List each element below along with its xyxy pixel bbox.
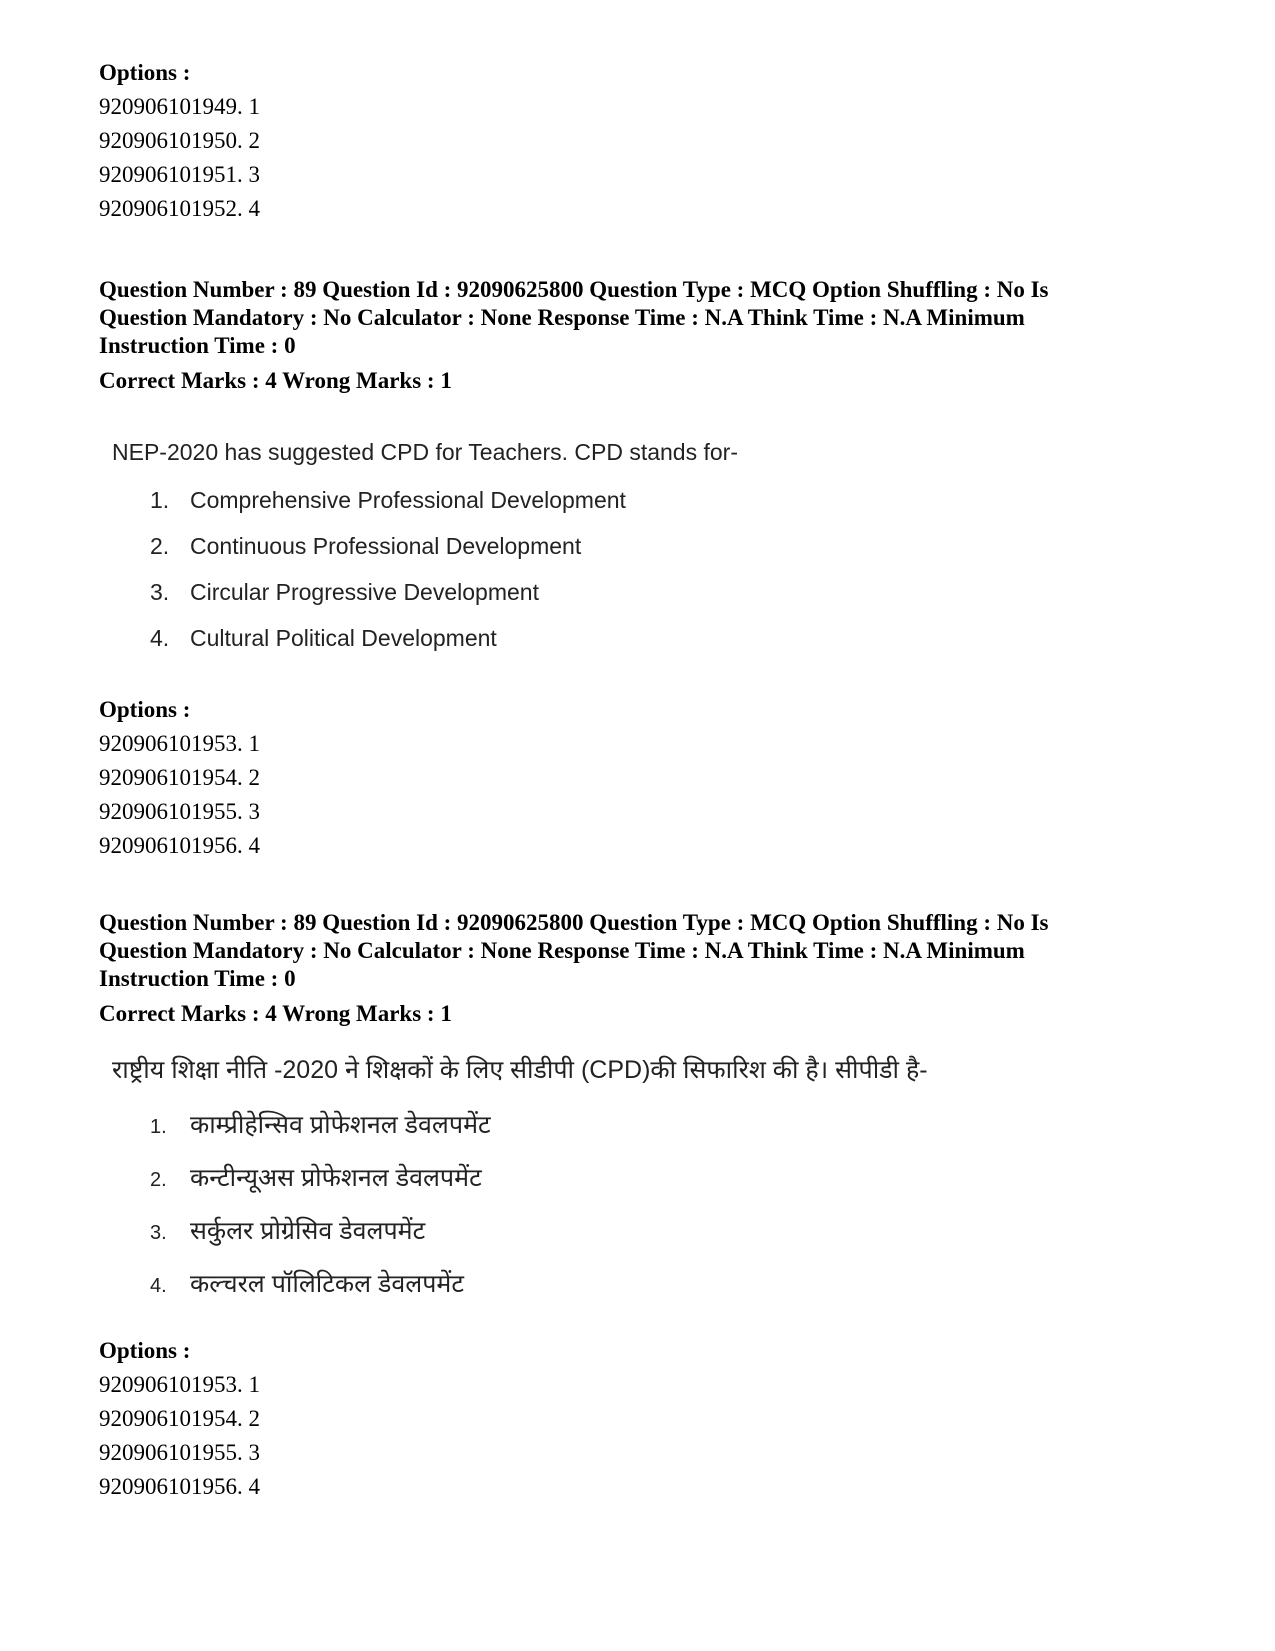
question-header-line: Question Number : 89 Question Id : 92090625800 Question Type : MCQ Option Shuffling : No Is (99, 910, 1049, 935)
choice-item (112, 523, 738, 569)
choice-text: काम्प्रीहेन्सिव प्रोफेशनल डेवलपमेंट (190, 1111, 491, 1139)
choice-item (112, 1099, 928, 1152)
choice-text: Comprehensive Professional Development (190, 487, 626, 513)
option-id-line: 920906101953. 1 (99, 731, 260, 756)
choice-list (112, 1099, 928, 1311)
choice-number: 3. (150, 1222, 167, 1244)
option-id-line: 920906101955. 3 (99, 799, 260, 824)
option-id-line: 920906101950. 2 (99, 128, 260, 153)
marks-line: Correct Marks : 4 Wrong Marks : 1 (99, 368, 452, 393)
option-id-line: 920906101954. 2 (99, 765, 260, 790)
question-body-english (112, 437, 738, 661)
choice-number: 1. (150, 1116, 167, 1138)
choice-item (112, 477, 738, 523)
option-id-line: 920906101951. 3 (99, 162, 260, 187)
options-label: Options : (99, 1338, 191, 1363)
choice-number: 3. (150, 579, 170, 605)
choice-number: 4. (150, 625, 170, 651)
choice-item (112, 615, 738, 661)
options-section (99, 1334, 1179, 1504)
choice-item (112, 1258, 928, 1311)
choice-text: Continuous Professional Development (190, 533, 582, 559)
option-id-line: 920906101949. 1 (99, 94, 260, 119)
question-header (99, 909, 1179, 1031)
option-id-line: 920906101954. 2 (99, 1406, 260, 1431)
question-header-line: Question Number : 89 Question Id : 92090625800 Question Type : MCQ Option Shuffling : No Is (99, 277, 1049, 302)
choice-item (112, 1152, 928, 1205)
choice-text: कल्चरल पॉलिटिकल डेवलपमेंट (190, 1270, 464, 1298)
choice-text: सर्कुलर प्रोग्रेसिव डेवलपमेंट (190, 1217, 426, 1245)
option-id-line: 920906101955. 3 (99, 1440, 260, 1465)
question-header-line: Instruction Time : 0 (99, 333, 296, 358)
choice-item (112, 569, 738, 615)
choice-number: 1. (150, 487, 170, 513)
choice-item (112, 1205, 928, 1258)
question-header-line: Instruction Time : 0 (99, 966, 296, 991)
choice-list (112, 477, 738, 661)
question-stem: राष्ट्रीय शिक्षा नीति -2020 ने शिक्षकों के लिए सीडीपी (CPD)की सिफारिश की है। सीपीडी है- (112, 1056, 928, 1084)
options-label: Options : (99, 697, 191, 722)
options-section (99, 693, 1179, 863)
question-header-line: Question Mandatory : No Calculator : None Response Time : N.A Think Time : N.A Minimum (99, 305, 1025, 330)
option-id-line: 920906101953. 1 (99, 1372, 260, 1397)
choice-number: 2. (150, 533, 170, 559)
choice-text: कन्टीन्यूअस प्रोफेशनल डेवलपमेंट (190, 1164, 482, 1192)
options-section-previous (99, 56, 1179, 226)
option-id-line: 920906101952. 4 (99, 196, 260, 221)
question-stem: NEP-2020 has suggested CPD for Teachers. CPD stands for- (112, 439, 738, 465)
question-header (99, 276, 1179, 398)
choice-text: Circular Progressive Development (190, 579, 539, 605)
question-header-line: Question Mandatory : No Calculator : None Response Time : N.A Think Time : N.A Minimum (99, 938, 1025, 963)
question-body-hindi (112, 1055, 928, 1311)
options-label: Options : (99, 60, 191, 85)
marks-line: Correct Marks : 4 Wrong Marks : 1 (99, 1001, 452, 1026)
choice-number: 4. (150, 1275, 167, 1297)
option-id-line: 920906101956. 4 (99, 833, 260, 858)
choice-number: 2. (150, 1169, 167, 1191)
choice-text: Cultural Political Development (190, 625, 497, 651)
option-id-line: 920906101956. 4 (99, 1474, 260, 1499)
